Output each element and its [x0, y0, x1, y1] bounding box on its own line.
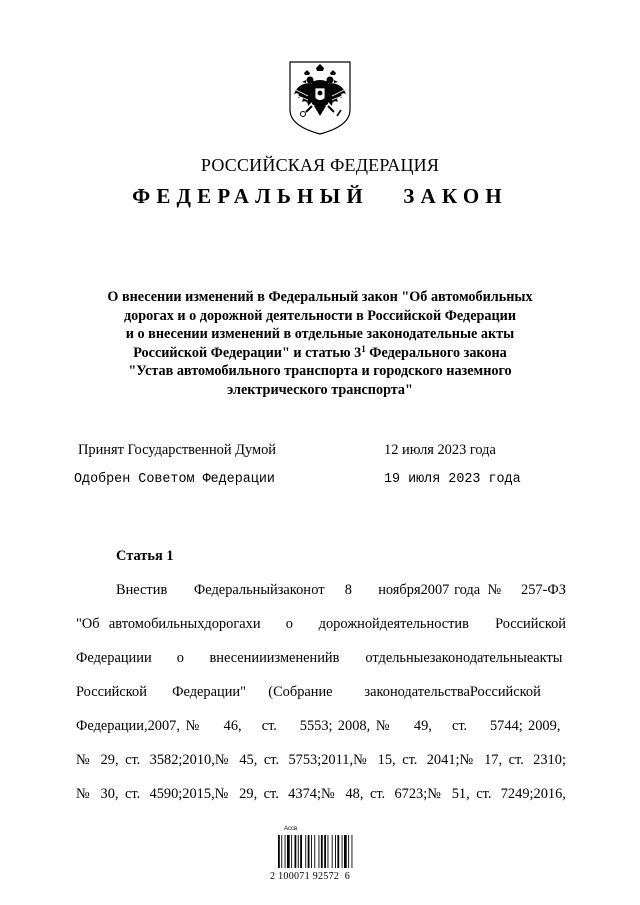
word: Федерации [76, 650, 144, 666]
word: ст. [261, 718, 277, 734]
word: о [176, 650, 184, 666]
word: № [185, 718, 200, 734]
barcode-bar [314, 835, 315, 868]
word: № [214, 786, 229, 802]
word: 2015, [182, 786, 215, 802]
word: 51, [451, 786, 470, 802]
barcode-bar [305, 835, 306, 868]
word: 4374; [288, 786, 321, 802]
word: 5753; [288, 752, 322, 768]
word: и [143, 650, 152, 666]
word: законодательства [364, 684, 470, 700]
article-body [76, 580, 566, 818]
word: дорожной [318, 616, 380, 632]
barcode-bar [344, 835, 347, 868]
word: 6723; [394, 786, 428, 802]
barcode-number: 2 100071 92572 6 [270, 871, 351, 882]
word: 46, [223, 718, 242, 734]
word: 30, [100, 786, 119, 802]
word: изменений [266, 650, 333, 666]
word: 45, [239, 752, 258, 768]
word: в [160, 582, 168, 598]
barcode-bar [311, 835, 312, 868]
article-body-line [76, 682, 566, 716]
article-heading: Статья 1 [116, 548, 174, 564]
barcode-bar [278, 835, 280, 868]
article-body-line [76, 614, 566, 648]
word: 257-ФЗ [521, 582, 566, 598]
word: в [332, 650, 340, 666]
word: № [487, 582, 502, 598]
word: Российской [76, 684, 147, 700]
word: 29, [100, 752, 119, 768]
barcode-bar [308, 835, 310, 868]
barcode-mark: Ассв [284, 826, 298, 832]
justified-row [76, 750, 566, 770]
word: 7249; [500, 786, 534, 802]
justified-row [116, 580, 566, 600]
word: ст. [369, 786, 386, 802]
barcode-bars [278, 835, 362, 868]
word: Российской [469, 684, 541, 700]
barcode-bar [337, 835, 339, 868]
word: 15, [377, 752, 396, 768]
word: о [285, 616, 293, 632]
word: 8 [344, 582, 352, 598]
law-title-line [60, 344, 580, 363]
word: от [311, 582, 325, 598]
word: 49, [413, 718, 432, 734]
word: деятельности [379, 616, 463, 632]
word: в [462, 616, 469, 632]
word: ст. [476, 786, 492, 802]
article-body-line [76, 648, 566, 682]
word: № [427, 786, 441, 802]
barcode-bar [342, 835, 343, 868]
article-body-line [76, 716, 566, 750]
word: Российской [495, 616, 566, 632]
justified-row [76, 682, 566, 702]
document-type: ФЕДЕРАЛЬНЫЙ ЗАКОН [132, 184, 508, 208]
barcode-bar [348, 835, 349, 868]
barcode [270, 826, 370, 886]
word: автомобильных [108, 616, 205, 632]
word: Федеральный [193, 582, 278, 598]
word: 29, [239, 786, 258, 802]
word: ст. [451, 718, 468, 734]
word: ст. [508, 752, 524, 768]
barcode-bar [281, 835, 282, 868]
word: ст. [402, 752, 418, 768]
council-approval-date: 19 июля 2023 года [384, 472, 521, 487]
word: № [76, 786, 90, 802]
word: 2007 [420, 582, 450, 598]
word: акты [533, 650, 563, 666]
word: ст. [263, 752, 280, 768]
state-emblem-icon [288, 60, 352, 136]
word: внесении [209, 650, 267, 666]
word: ст. [125, 786, 141, 802]
law-title-line: электрического транспорта" [227, 381, 413, 398]
word: № [320, 786, 335, 802]
barcode-bar [321, 835, 323, 868]
superscript: 1 [361, 343, 366, 354]
barcode-bar [291, 835, 292, 868]
word: 17, [484, 752, 503, 768]
law-title-line-part: Федерального закона [365, 344, 507, 361]
law-title [60, 288, 580, 400]
barcode-bar [328, 835, 329, 868]
justified-row [76, 784, 566, 804]
barcode-bar [324, 835, 326, 868]
word: 2007, [147, 718, 180, 734]
word: 2008, [337, 718, 371, 734]
article-body-line [76, 784, 566, 818]
barcode-bar [285, 835, 286, 868]
word: "Об [76, 616, 100, 632]
law-title-line: дорогах и о дорожной деятельности в Российской Федерации [123, 307, 517, 324]
word: законодательные [429, 650, 534, 666]
barcode-bar [319, 835, 320, 868]
word: закон [277, 582, 311, 598]
word: Внести [116, 582, 161, 598]
word: и [252, 616, 261, 632]
barcode-bar [287, 835, 290, 868]
word: (Собрание [268, 684, 333, 700]
word: года [454, 582, 481, 598]
word: 5553; [299, 718, 333, 734]
justified-row [76, 716, 566, 736]
law-title-line: О внесении изменений в Федеральный закон "Об автомобильных [107, 289, 533, 305]
barcode-bar [298, 835, 299, 868]
law-title-line: "Устав автомобильного транспорта и городского наземного [128, 363, 512, 380]
word: 2310; [533, 752, 566, 768]
barcode-bar [335, 835, 336, 868]
council-approval-label: Одобрен Советом Федерации [74, 472, 275, 487]
word: 48, [345, 786, 364, 802]
article-body-line [76, 750, 566, 784]
word: № [459, 752, 474, 768]
word: № [375, 718, 390, 734]
word: ст. [125, 752, 141, 768]
justified-row [76, 648, 566, 668]
country-name: РОССИЙСКАЯ ФЕДЕРАЦИЯ [200, 155, 440, 175]
word: ноября [378, 582, 421, 598]
word: № [76, 752, 90, 768]
word: 3582; [149, 752, 183, 768]
law-title-line: и о внесении изменений в отдельные законодательные акты [125, 326, 515, 343]
word: 2010, [182, 752, 215, 768]
word: № [353, 752, 367, 768]
word: 2011, [321, 752, 354, 768]
word: 2016, [533, 786, 566, 802]
word: 2009, [528, 718, 561, 734]
word: 2041; [426, 752, 460, 768]
word: Федерации" [172, 684, 246, 700]
word: дорогах [204, 616, 253, 632]
barcode-bar [295, 835, 297, 868]
duma-adoption-date: 12 июля 2023 года [384, 442, 496, 458]
word: 4590; [149, 786, 183, 802]
justified-row [76, 614, 566, 634]
barcode-bar [332, 835, 333, 868]
word: № [214, 752, 229, 768]
word: Федерации, [76, 718, 148, 734]
law-title-line-part: Российской Федерации" и статью 3 [133, 344, 362, 361]
word: отдельные [365, 650, 430, 666]
article-body-line [76, 580, 566, 614]
word: ст. [263, 786, 279, 802]
barcode-bar [300, 835, 302, 868]
duma-adoption-label: Принят Государственной Думой [78, 442, 276, 458]
barcode-bar [352, 835, 353, 868]
word: 5744; [489, 718, 523, 734]
